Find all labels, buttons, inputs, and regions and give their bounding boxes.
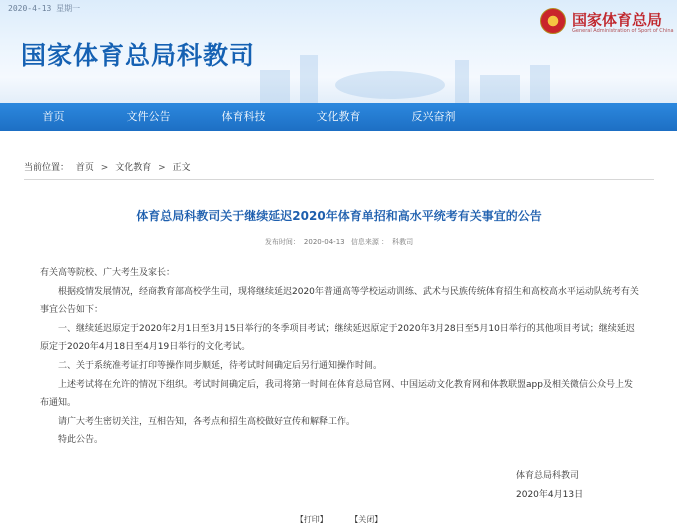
- close-button[interactable]: 【关闭】: [350, 515, 383, 524]
- national-emblem-icon: [540, 8, 566, 34]
- paragraph: 请广大考生密切关注，互相告知，各考点和招生高校做好宣传和解释工作。: [58, 416, 356, 427]
- logo-text-cn: 国家体育总局: [572, 11, 663, 29]
- paragraph: 上述考试将在允许的情况下组织。考试时间确定后，我司将第一时间在体育总局官网、中国运动文化教育网和体教联盟app及相关微信公众号上发布通知。: [40, 379, 633, 409]
- date-line: 2020-4-13 星期一: [8, 4, 81, 13]
- article-meta: [24, 237, 654, 247]
- article-body: [40, 264, 640, 450]
- publish-date: 2020-04-13: [303, 238, 345, 246]
- breadcrumb-category[interactable]: 文化教育: [115, 163, 152, 173]
- breadcrumb-current: 正文: [172, 163, 191, 173]
- breadcrumb-prefix: 当前位置：: [24, 163, 70, 173]
- nav-item-announcements[interactable]: 文件公告: [126, 110, 171, 123]
- main-nav: [0, 103, 677, 131]
- signature-org: 体育总局科教司: [516, 471, 580, 481]
- skyline-decoration: [240, 30, 570, 103]
- breadcrumb-separator: >: [158, 163, 166, 173]
- breadcrumb-separator: >: [100, 163, 109, 173]
- paragraph: 特此公告。: [58, 435, 104, 446]
- paragraph: 一、继续延迟原定于2020年2月1日至3月15日举行的冬季项目考试；继续延迟原定于2020年3月28日至5月10日举行的其他项目考试；继续延迟原定于2020年4月18日至4月19日举行的文化考试。: [40, 323, 635, 353]
- source-value: 科教司: [392, 238, 414, 246]
- nav-item-home[interactable]: 首页: [42, 110, 65, 123]
- article-actions: [24, 514, 654, 525]
- breadcrumb-divider: [24, 179, 654, 180]
- source-label: 信息来源 ：: [350, 238, 389, 246]
- paragraph: 根据疫情发展情况，经商教育部高校学生司，现将继续延迟2020年普通高等学校运动训练、武术与民族传统体育招生和高校高水平运动队统考有关事宜公告如下：: [40, 286, 639, 316]
- header-banner: [0, 0, 677, 103]
- salutation: 有关高等院校、广大考生及家长：: [40, 268, 176, 278]
- breadcrumb-home[interactable]: 首页: [75, 163, 94, 173]
- publish-label: 发布时间：: [264, 238, 300, 246]
- print-button[interactable]: 【打印】: [295, 515, 328, 524]
- nav-item-culture-education[interactable]: 文化教育: [316, 110, 361, 123]
- logo-text-en: General Administration of Sport of China: [572, 28, 674, 34]
- paragraph: 二、关于系统准考证打印等操作同步顺延，待考试时间确定后另行通知操作时间。: [58, 360, 383, 371]
- site-title[interactable]: 国家体育总局科教司: [21, 41, 256, 70]
- signature-date: 2020年4月13日: [516, 490, 584, 500]
- article-title: 体育总局科教司关于继续延迟2020年体育单招和高水平统考有关事宜的公告: [136, 209, 542, 223]
- nav-item-sports-tech[interactable]: 体育科技: [221, 110, 266, 123]
- breadcrumb: [24, 160, 195, 173]
- nav-item-anti-doping[interactable]: 反兴奋剂: [411, 110, 456, 123]
